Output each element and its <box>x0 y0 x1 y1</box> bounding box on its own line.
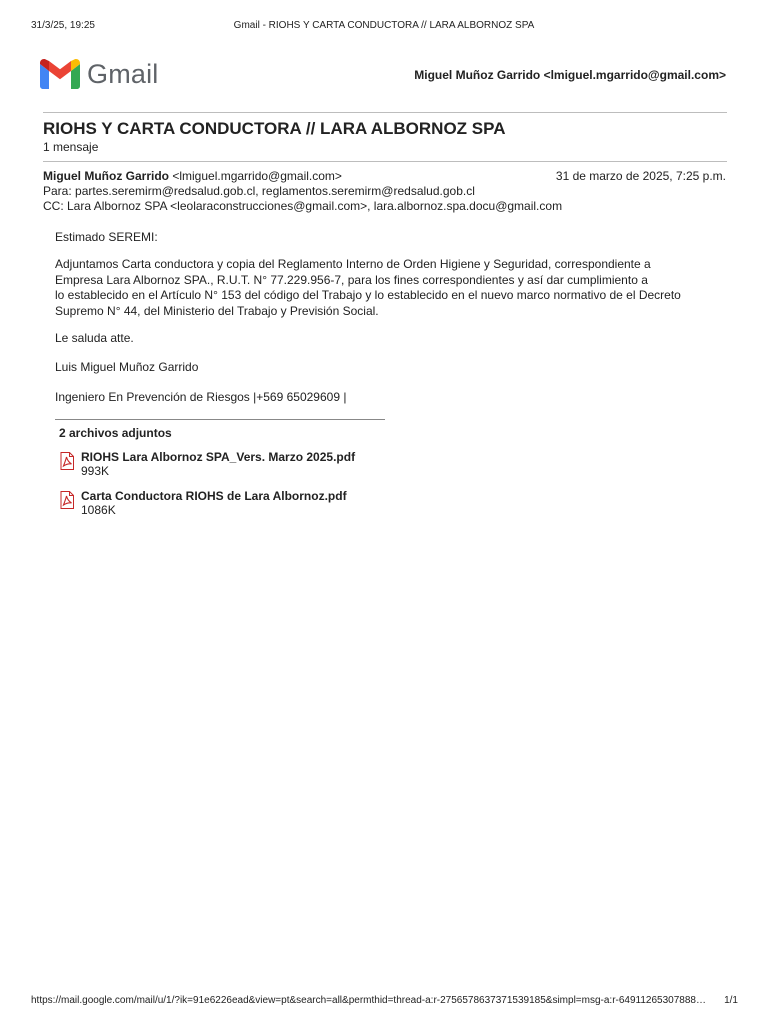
gmail-wordmark: Gmail <box>87 58 159 89</box>
attachment-name[interactable]: RIOHS Lara Albornoz SPA_Vers. Marzo 2025.pdf <box>81 450 356 464</box>
attachment-size: 993K <box>81 464 110 478</box>
pdf-icon <box>59 452 75 470</box>
sender-line <box>43 169 342 183</box>
print-date: 31/3/25, 19:25 <box>31 20 95 31</box>
paragraph-line: Supremo N° 44, del Ministerio del Trabajo y Previsión Social. <box>55 303 379 318</box>
print-title: Gmail - RIOHS Y CARTA CONDUCTORA // LARA ALBORNOZ SPA <box>233 20 535 31</box>
signature-title: Ingeniero En Prevención de Riesgos |+569 65029609 | <box>55 390 347 404</box>
thread-subject: RIOHS Y CARTA CONDUCTORA // LARA ALBORNOZ SPA <box>43 119 506 138</box>
subject-divider <box>43 161 727 162</box>
greeting: Estimado SEREMI: <box>55 230 158 244</box>
gmail-logo <box>40 52 159 96</box>
attachment-item[interactable] <box>59 450 355 478</box>
message-paragraph <box>55 257 735 319</box>
attachments-heading: 2 archivos adjuntos <box>59 426 172 440</box>
header-divider <box>43 112 727 113</box>
attachment-size: 1086K <box>81 503 116 517</box>
paragraph-line: Empresa Lara Albornoz SPA., R.U.T. N° 77.229.956-7, para los fines correspondientes y así dar cumplimiento a <box>55 272 648 287</box>
attachment-item[interactable] <box>59 489 347 517</box>
gmail-m-icon <box>40 59 80 89</box>
account-label: Miguel Muñoz Garrido <lmiguel.mgarrido@gmail.com> <box>414 68 726 82</box>
paragraph-line: Adjuntamos Carta conductora y copia del Reglamento Interno de Orden Higiene y Seguridad, correspondiente a <box>55 257 651 271</box>
attachment-name[interactable]: Carta Conductora RIOHS de Lara Albornoz.pdf <box>81 489 347 503</box>
message-count: 1 mensaje <box>43 140 99 154</box>
sender-email[interactable]: <lmiguel.mgarrido@gmail.com> <box>172 169 342 183</box>
closing: Le saluda atte. <box>55 331 134 345</box>
cc-line: CC: Lara Albornoz SPA <leolaraconstrucciones@gmail.com>, lara.albornoz.spa.docu@gmail.com <box>43 199 563 213</box>
attachments-divider <box>55 419 385 420</box>
page-number: 1/1 <box>724 995 738 1006</box>
sender-name: Miguel Muñoz Garrido <box>43 169 169 183</box>
to-line: Para: partes.seremirm@redsalud.gob.cl, reglamentos.seremirm@redsalud.gob.cl <box>43 184 475 198</box>
paragraph-line: lo establecido en el Artículo N° 153 del código del Trabajo y lo establecido en el nuevo marco normativo de el Decreto <box>55 288 681 302</box>
print-url: https://mail.google.com/mail/u/1/?ik=91e6226ead&view=pt&search=all&permthid=thread-a:r-2756578637371539185&simpl=msg-a:r-64911265307888… <box>31 995 706 1006</box>
message-date: 31 de marzo de 2025, 7:25 p.m. <box>555 169 726 183</box>
signature-name: Luis Miguel Muñoz Garrido <box>55 360 199 374</box>
pdf-icon <box>59 491 75 509</box>
